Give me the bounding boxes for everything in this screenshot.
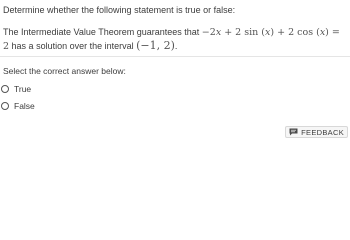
statement-suffix: has a solution over the interval [9,40,137,51]
section-divider [0,56,350,57]
math-interval: (−1, 2) [136,38,175,52]
math-paren-open: ( [316,27,320,38]
math-var-x: x [319,27,326,38]
math-paren-open: ( [261,27,266,38]
question-statement [3,26,348,53]
option-false[interactable] [0,100,35,112]
answer-prompt: Select the correct answer below: [3,66,126,76]
math-paren-close: ) [325,27,329,38]
option-true[interactable] [0,83,31,95]
message-icon [289,128,298,136]
feedback-button[interactable] [285,126,348,138]
statement-period: . [174,40,178,51]
radio-button-true[interactable] [1,85,9,93]
math-paren-close: ) [270,27,275,38]
math-var-x: x [265,27,271,38]
math-var-x: x [215,27,222,38]
math-equals-two: = 2 [3,27,340,52]
feedback-label: FEEDBACK [301,127,344,137]
math-neg-two: −2 [201,27,216,38]
option-true-label: True [14,84,32,94]
math-plus-cos: + 2 cos [274,27,317,38]
option-false-label: False [14,101,35,111]
math-plus-sin: + 2 sin [221,27,262,38]
question-instruction: Determine whether the following statement is true or false: [3,5,236,15]
statement-prefix: The Intermediate Value Theorem guarantees that [3,27,202,37]
radio-button-false[interactable] [1,102,9,110]
